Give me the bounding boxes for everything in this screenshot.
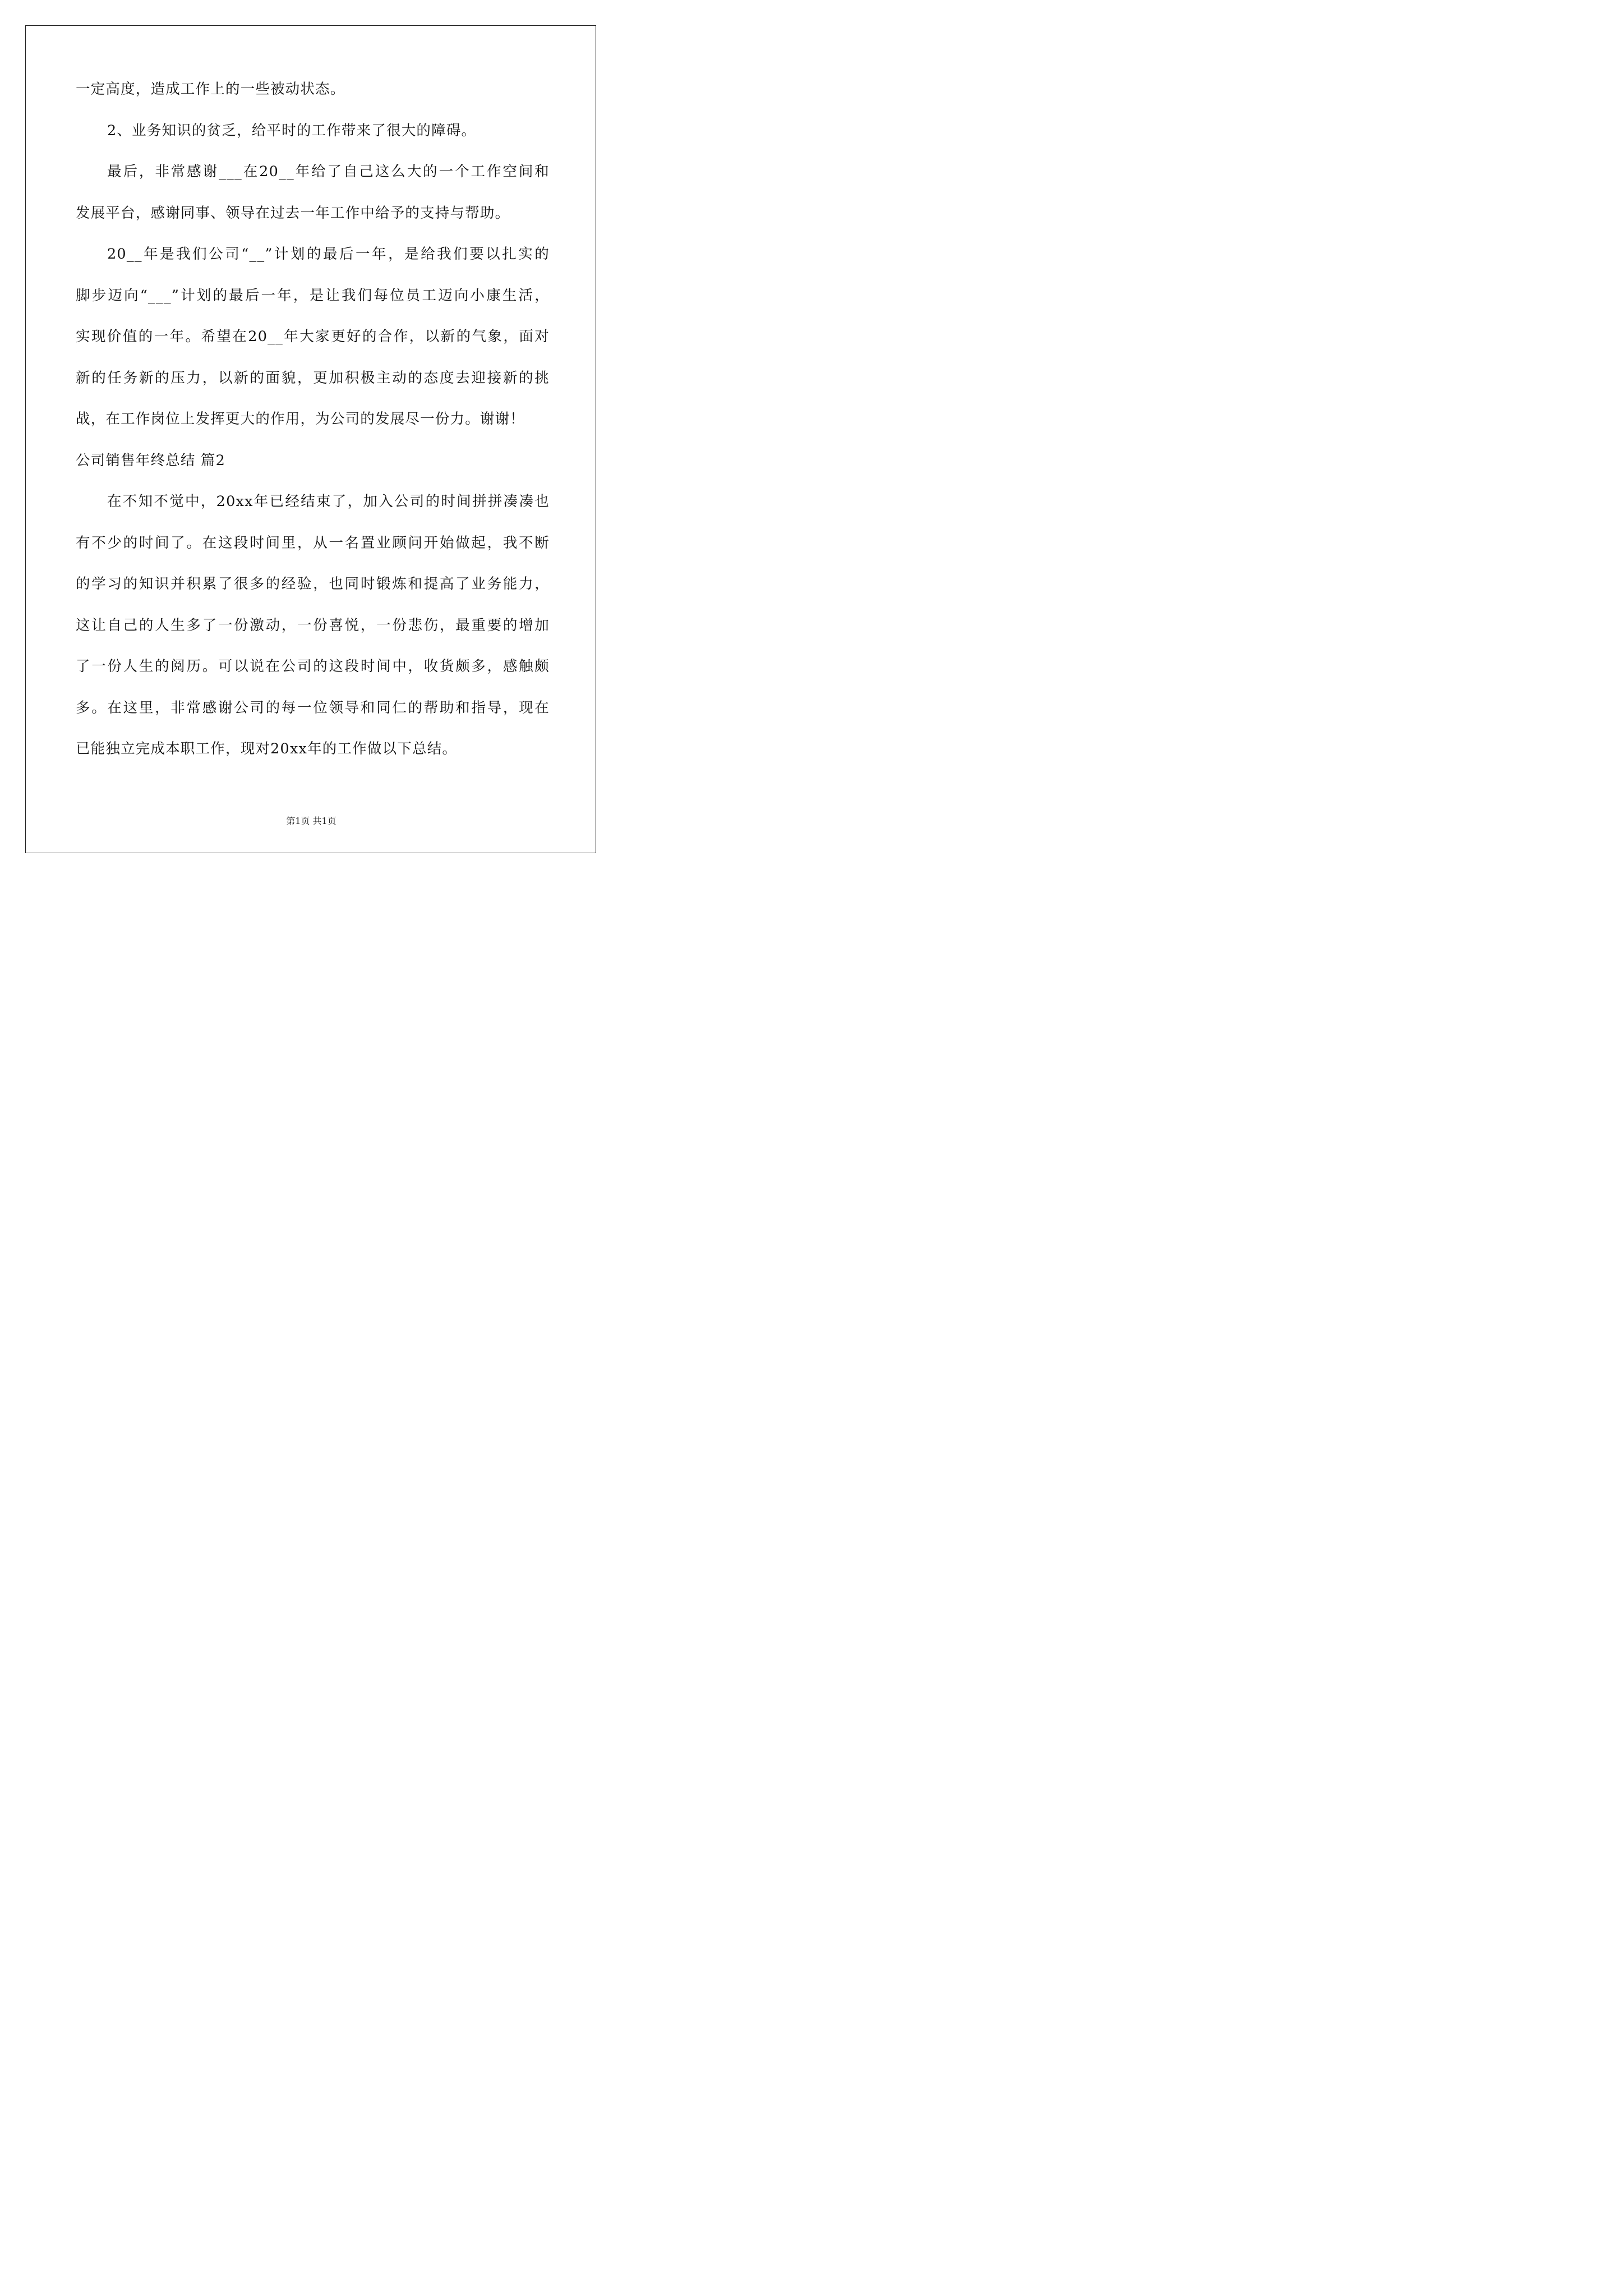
- paragraph-line: 新的任务新的压力，以新的面貌，更加积极主动的态度去迎接新的挑: [76, 369, 550, 386]
- page-number-footer: 第1页 共1页: [286, 816, 336, 826]
- paragraph-line: 有不少的时间了。在这段时间里，从一名置业顾问开始做起，我不断: [76, 534, 550, 551]
- paragraph-line: 的学习的知识并积累了很多的经验，也同时锻炼和提高了业务能力，: [76, 576, 550, 592]
- paragraph-line: 20__年是我们公司“__”计划的最后一年，是给我们要以扎实的: [107, 246, 550, 263]
- paragraph-line: 最后，非常感谢___在20__年给了自己这么大的一个工作空间和: [107, 163, 550, 180]
- paragraph-line: 在不知不觉中，20xx年已经结束了，加入公司的时间拼拼凑凑也: [107, 493, 550, 510]
- paragraph-line: 2、业务知识的贫乏，给平时的工作带来了很大的障碍。: [107, 122, 477, 139]
- document-body: [76, 82, 550, 784]
- paragraph-line: 实现价值的一年。希望在20__年大家更好的合作，以新的气象，面对: [76, 328, 550, 345]
- paragraph-line: 战，在工作岗位上发挥更大的作用，为公司的发展尽一份力。谢谢！: [76, 411, 525, 427]
- paragraph-line: 发展平台，感谢同事、领导在过去一年工作中给予的支持与帮助。: [76, 204, 510, 222]
- paragraph-line: 多。在这里，非常感谢公司的每一位领导和同仁的帮助和指导，现在: [76, 699, 550, 716]
- paragraph-line: 这让自己的人生多了一份激动，一份喜悦，一份悲伤，最重要的增加: [76, 616, 550, 634]
- section-heading: 公司销售年终总结 篇2: [76, 452, 226, 469]
- paragraph-line: 了一份人生的阅历。可以说在公司的这段时间中，收货颇多，感触颇: [76, 658, 550, 675]
- paragraph-line: 一定高度，造成工作上的一些被动状态。: [76, 81, 345, 98]
- paragraph-line: 已能独立完成本职工作，现对20xx年的工作做以下总结。: [76, 740, 458, 757]
- paragraph-line: 脚步迈向“___”计划的最后一年，是让我们每位员工迈向小康生活，: [76, 287, 550, 304]
